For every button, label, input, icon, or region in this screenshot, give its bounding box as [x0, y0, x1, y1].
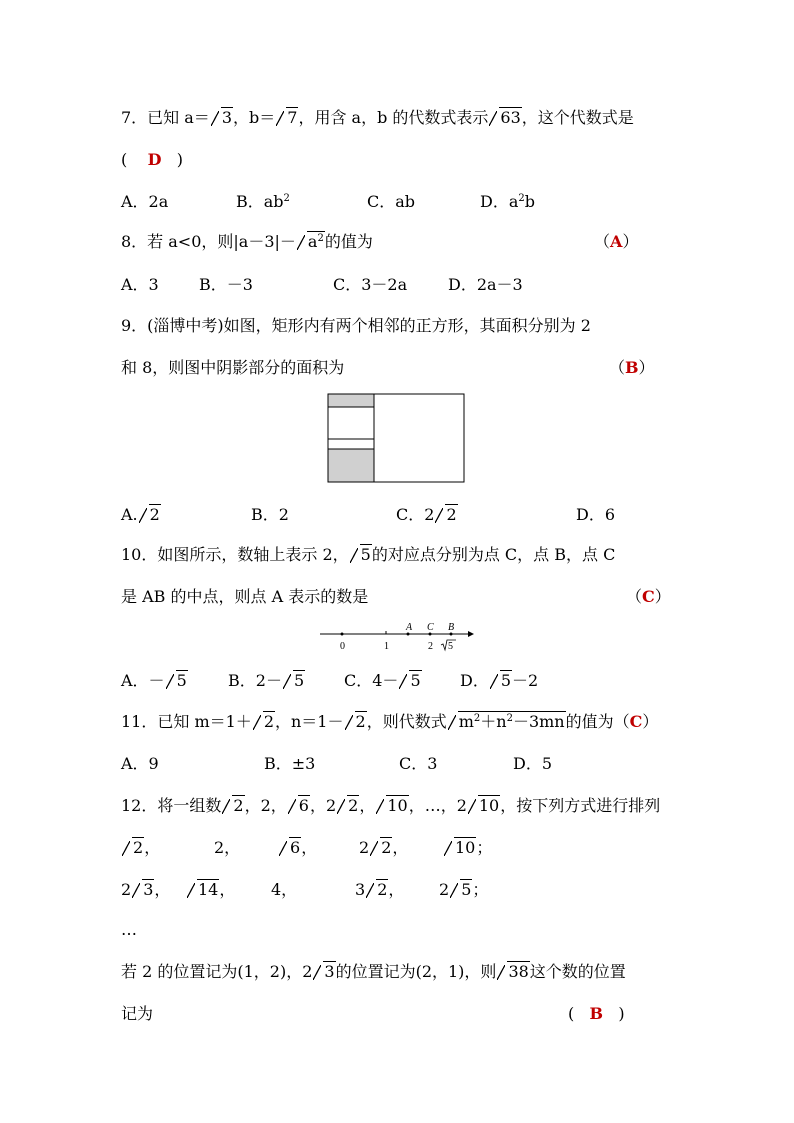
- q9-answer: （B）: [609, 358, 655, 377]
- q7-option-d: D．$a^2b$: [480, 192, 535, 211]
- q8-option-d: D．2a－3: [448, 275, 523, 294]
- shaded-region-bottom: [328, 449, 374, 482]
- small-square: [328, 407, 374, 439]
- tick-label-1: 1: [384, 641, 389, 652]
- q9-rectangle-figure: [327, 393, 467, 485]
- q8-option-c: C．3－2a: [333, 275, 408, 294]
- q12-row2-cell4: 3 2，: [355, 880, 405, 899]
- q12-row1-cell1: 2，: [121, 838, 160, 858]
- q12-row1-cell3: 6，: [278, 838, 317, 858]
- point-label-c: C: [427, 622, 434, 633]
- q8-answer: （A）: [594, 232, 639, 251]
- q12-row2-cell3: 4，: [271, 880, 298, 899]
- tick-label-0: 0: [340, 641, 345, 652]
- q12-last-line: 记为: [121, 1004, 154, 1023]
- q11-option-a: A．9: [121, 754, 159, 773]
- q10-option-a: A．－ 5: [121, 671, 187, 690]
- q11-answer: C: [629, 712, 643, 731]
- q10-stem-line1: 10．如图所示，数轴上表示 2， 5的对应点分别为点 C，点 B，点 C: [121, 545, 616, 564]
- q9-option-d: D．6: [576, 505, 616, 524]
- sqrt-expression: $m^2+n^2-3mn$: [448, 712, 566, 732]
- q12-row1-cell5: 10；: [443, 838, 492, 858]
- sqrt-7: 7: [276, 108, 298, 128]
- q12-stem: 12．将一组数 2，2， 6，2 2， 10，…，2 10，按下列方式进行排列: [121, 796, 661, 815]
- q11-option-d: D．5: [513, 754, 553, 773]
- sqrt-3: 3: [211, 108, 233, 128]
- q9-option-c: C．2 2: [396, 505, 457, 524]
- q12-row1-cell2: 2，: [214, 838, 241, 857]
- q7-answer-line: ( D ): [121, 150, 183, 169]
- sqrt-a-squared: $a^2$: [297, 232, 325, 252]
- q10-number-line: [318, 619, 478, 655]
- q12-ellipsis: …: [121, 920, 137, 939]
- q9-stem-line2: 和 8，则图中阴影部分的面积为: [121, 358, 345, 377]
- q9-option-b: B．2: [251, 505, 289, 524]
- q11-option-b: B．±3: [264, 754, 316, 773]
- q10-option-d: D． 5－2: [460, 671, 539, 690]
- sqrt-63: 63: [489, 108, 521, 128]
- q7-stem: 7．已知 a＝ 3，b＝ 7，用含 a，b 的代数式表示 63，这个代数式是: [121, 108, 634, 127]
- q11-option-c: C．3: [399, 754, 438, 773]
- q12-row2-cell5: 2 5；: [439, 880, 489, 899]
- q7-answer: D: [147, 150, 162, 169]
- point-label-a: A: [406, 622, 413, 633]
- point-label-b: B: [448, 622, 455, 633]
- q9-stem-line1: 9．(淄博中考)如图，矩形内有两个相邻的正方形，其面积分别为 2: [121, 316, 591, 335]
- q8-option-a: A．3: [121, 275, 159, 294]
- q11-stem: 11．已知 m＝1＋ 2，n＝1－ 2，则代数式 $m^2+n^2-3mn$的值为（C）: [121, 712, 659, 731]
- tick-label-sqrt5: 5: [448, 641, 453, 652]
- q12-row2-cell1: 2 3，: [121, 880, 171, 899]
- q12-row1-cell4: 2 2，: [359, 838, 409, 857]
- q10-answer: （C）: [626, 587, 671, 606]
- q7-option-b: B．$ab^2$: [236, 192, 290, 211]
- q7-option-c: C．ab: [367, 192, 416, 211]
- q12-answer: ( B ): [568, 1004, 625, 1023]
- q10-option-b: B．2－ 5: [228, 671, 305, 690]
- q9-option-a: A. 2: [121, 505, 160, 524]
- q8-option-b: B．－3: [199, 275, 253, 294]
- q10-stem-line2: 是 AB 的中点，则点 A 表示的数是: [121, 587, 369, 606]
- tick-label-2: 2: [428, 641, 433, 652]
- q12-condition: 若 2 的位置记为(1，2)，2 3的位置记为(2，1)，则 38这个数的位置: [121, 962, 626, 981]
- q7-option-a: A．2a: [121, 192, 169, 211]
- q12-row2-cell2: 14，: [186, 880, 235, 900]
- shaded-region-top: [328, 394, 374, 407]
- q10-option-c: C．4－ 5: [344, 671, 421, 690]
- q8-stem: 8．若 a<0，则$|a-3|- a^2$的值为: [121, 232, 373, 251]
